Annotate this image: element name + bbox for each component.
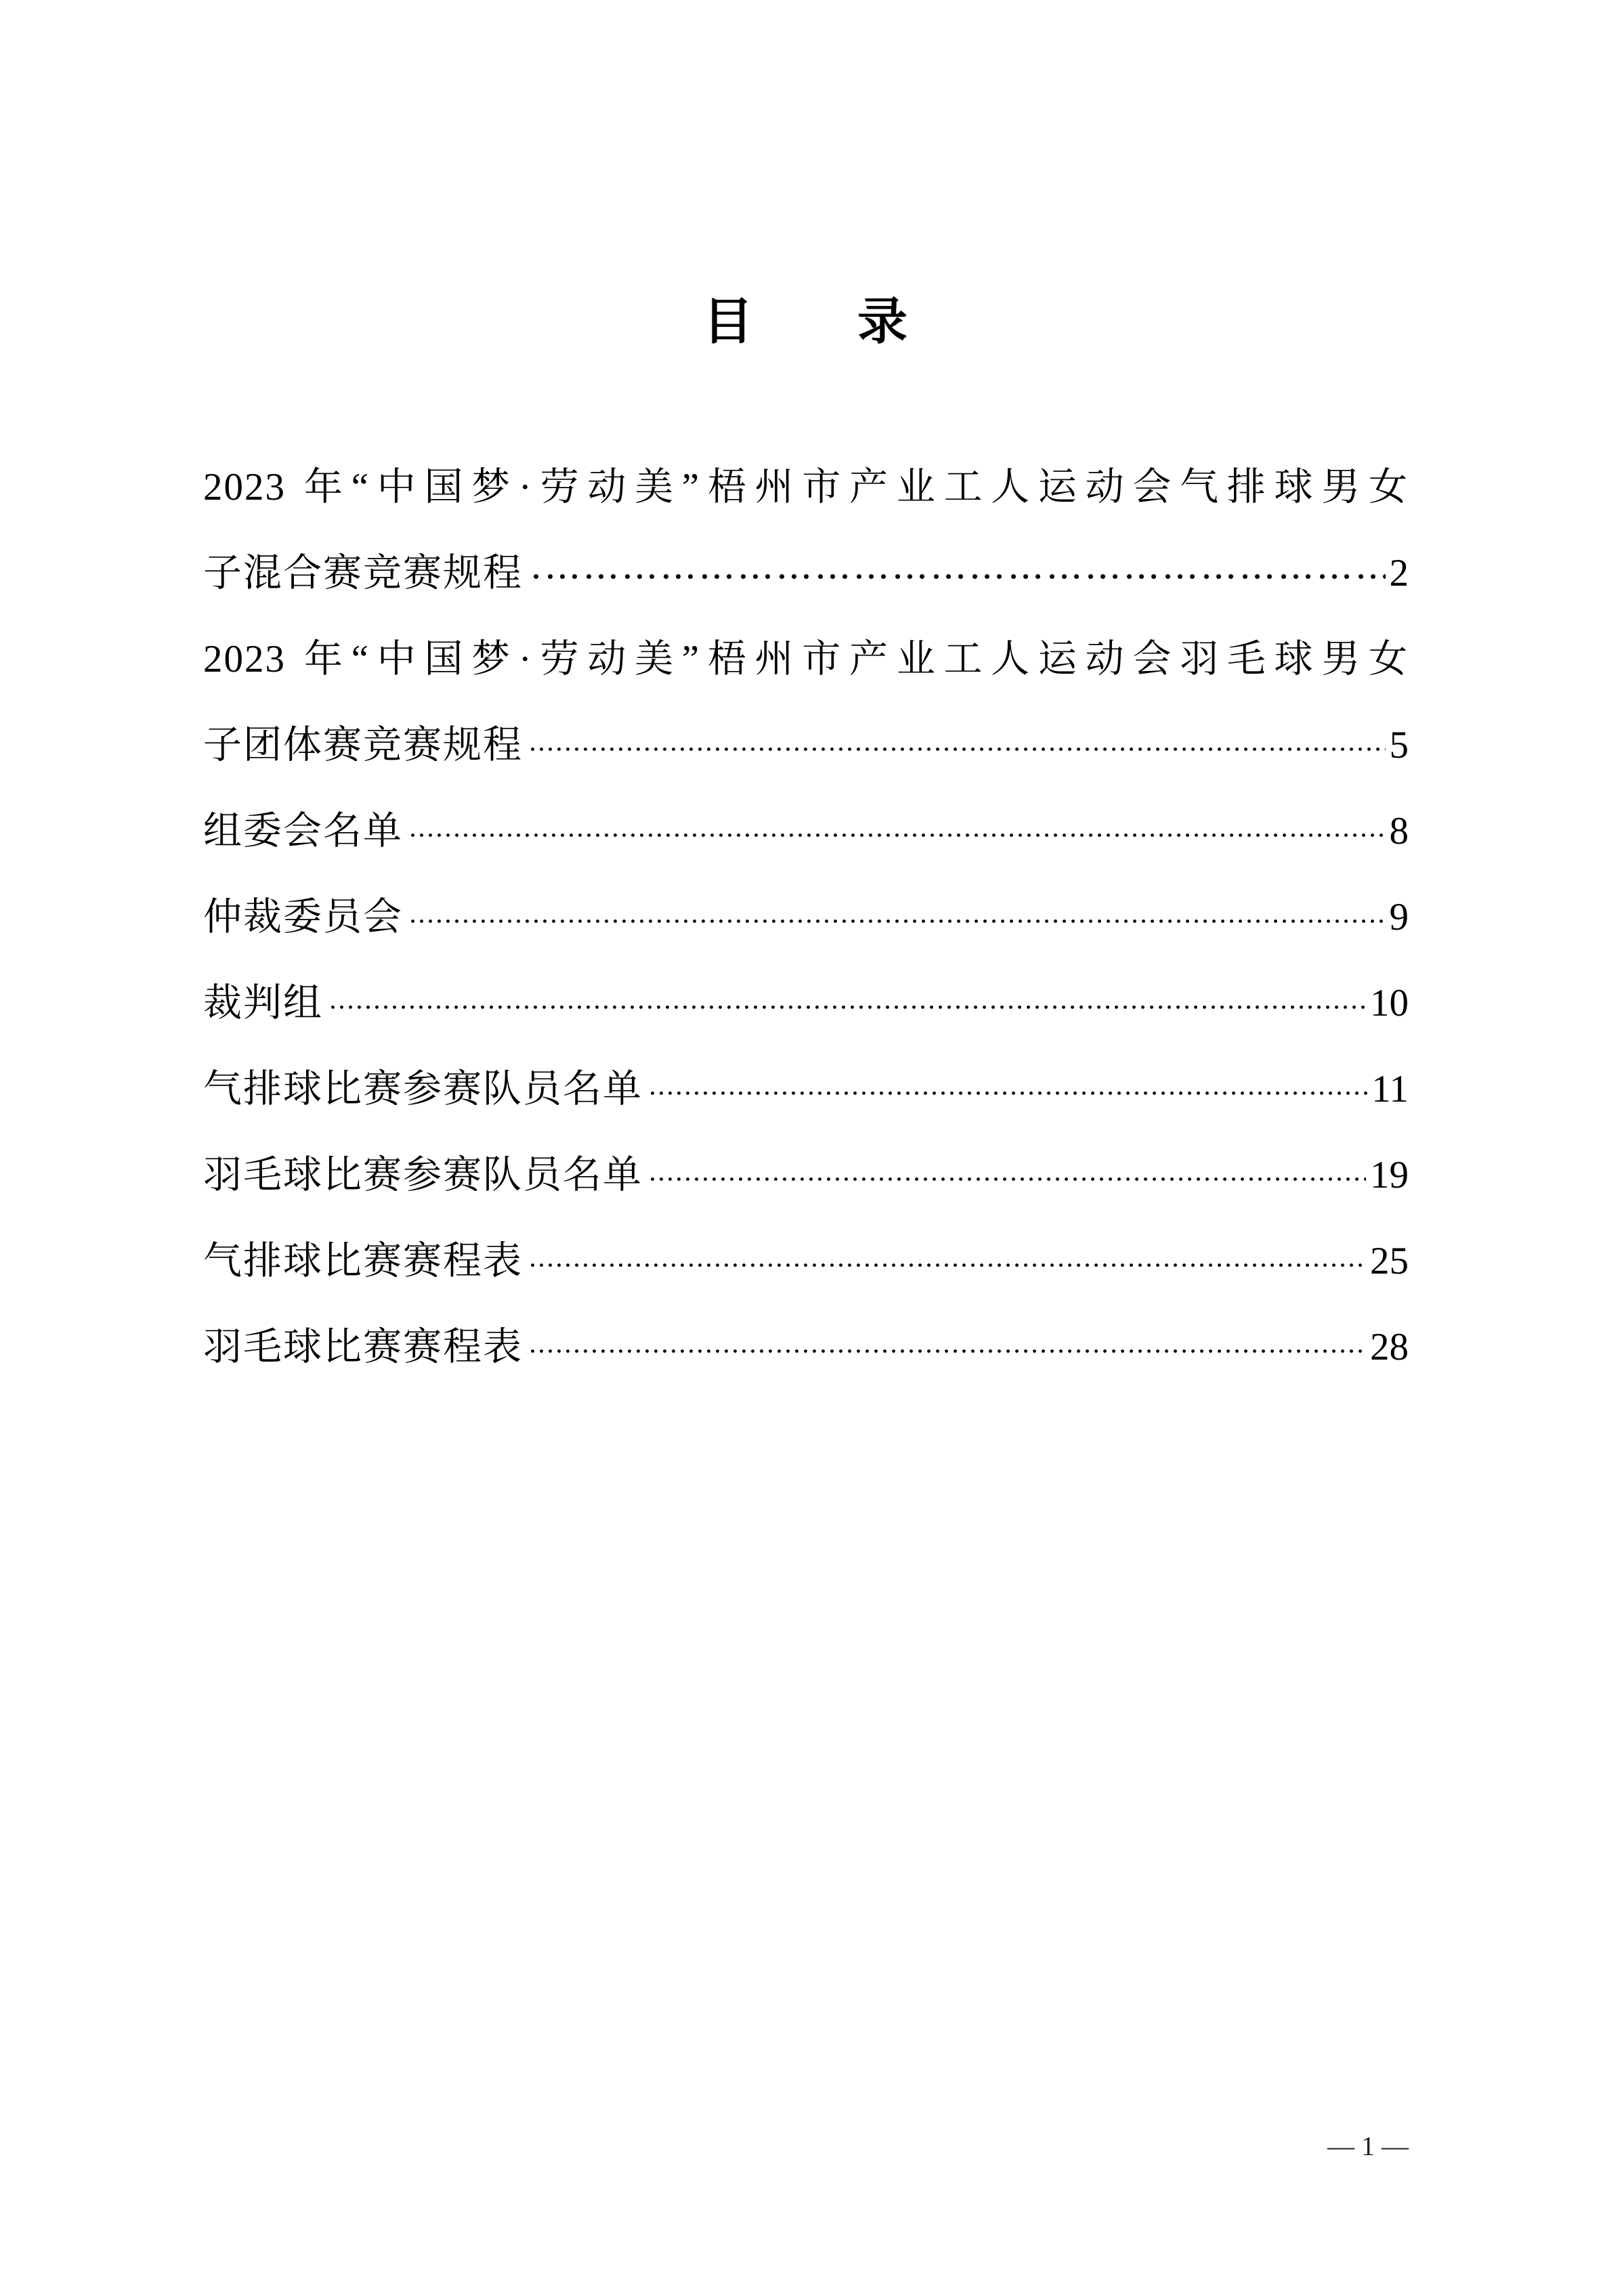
toc-entry (203, 1068, 1409, 1154)
toc-leader-dots (528, 1240, 1366, 1283)
toc-entry (203, 982, 1409, 1068)
footer-page-number: — 1 — (1327, 2131, 1409, 2161)
toc-page-number: 11 (1371, 1068, 1409, 1110)
toc-entry-text: 羽毛球比赛赛程表 (203, 1326, 523, 1368)
toc-page-number: 25 (1370, 1240, 1409, 1282)
toc-leader-dots (648, 1154, 1366, 1197)
toc-entry (203, 896, 1409, 982)
toc-leader-dots (528, 1326, 1366, 1369)
toc-entry (203, 638, 1409, 724)
toc-page-number: 19 (1370, 1154, 1409, 1196)
toc-page-number: 10 (1370, 982, 1409, 1024)
toc-page-number: 5 (1389, 724, 1409, 766)
toc-leader-dots (328, 982, 1366, 1025)
toc-entry-text: 羽毛球比赛参赛队员名单 (203, 1154, 643, 1196)
toc-entry (203, 552, 1409, 638)
toc-entry-text: 2023 年“中国梦·劳动美”梧州市产业工人运动会羽毛球男女 (203, 638, 1409, 680)
toc-page-number: 2 (1389, 552, 1409, 594)
toc-list (203, 466, 1409, 1412)
toc-page-number: 9 (1389, 896, 1409, 938)
toc-leader-dots (528, 552, 1386, 595)
toc-entry-text: 仲裁委员会 (203, 896, 403, 938)
toc-entry (203, 810, 1409, 896)
toc-leader-dots (528, 724, 1386, 767)
toc-entry-text: 组委会名单 (203, 810, 403, 852)
toc-leader-dots (408, 810, 1386, 853)
toc-entry-text: 气排球比赛参赛队员名单 (203, 1068, 643, 1110)
toc-entry-text: 2023 年“中国梦·劳动美”梧州市产业工人运动会气排球男女 (203, 466, 1409, 508)
toc-leader-dots (648, 1068, 1367, 1111)
toc-entry-text: 子团体赛竞赛规程 (203, 724, 523, 766)
page-title: 目 录 (703, 295, 909, 350)
toc-entry (203, 1326, 1409, 1412)
toc-leader-dots (408, 896, 1386, 939)
toc-page-number: 28 (1370, 1326, 1409, 1368)
toc-entry (203, 466, 1409, 552)
toc-entry-text: 子混合赛竞赛规程 (203, 552, 523, 594)
toc-entry (203, 724, 1409, 810)
toc-entry (203, 1240, 1409, 1326)
toc-entry (203, 1154, 1409, 1240)
toc-page-number: 8 (1389, 810, 1409, 852)
toc-entry-text: 裁判组 (203, 982, 323, 1024)
toc-entry-text: 气排球比赛赛程表 (203, 1240, 523, 1282)
